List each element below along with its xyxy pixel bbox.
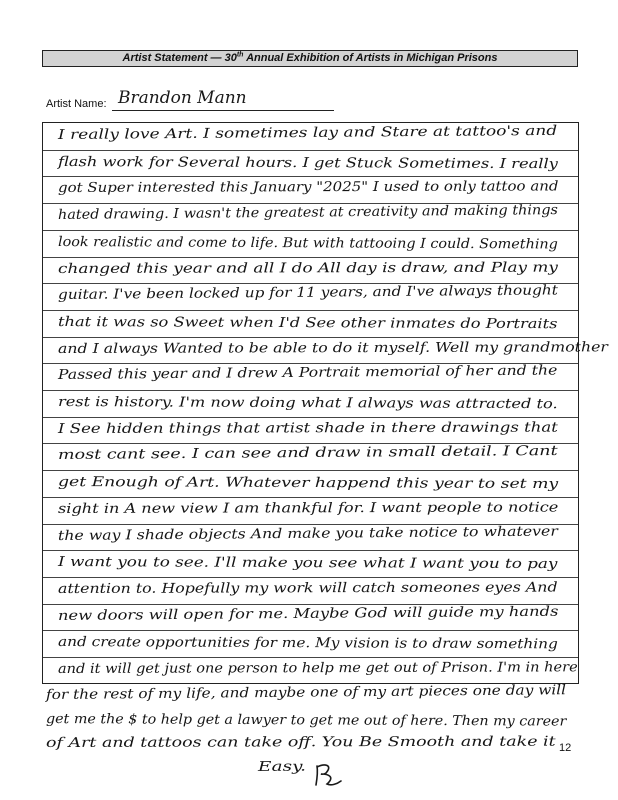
- ruled-line: [43, 630, 578, 631]
- statement-line: new doors will open for me. Maybe God will guide my hands: [57, 603, 559, 624]
- statement-line: of Art and tattoos can take off. You Be Smooth and take it: [45, 733, 556, 751]
- statement-line: and I always Wanted to be able to do it myself. Well my grandmother: [57, 338, 608, 357]
- statement-line: get me the $ to help get a lawyer to get me out of here. Then my career: [45, 711, 567, 730]
- ruled-line: [43, 550, 578, 551]
- statement-line: most cant see. I can see and draw in small detail. I Cant: [57, 443, 558, 464]
- statement-line: for the rest of my life, and maybe one of my art pieces one day will: [45, 682, 567, 703]
- ruled-line: [43, 257, 578, 258]
- statement-line: attention to. Hopefully my work will catch someones eyes And: [57, 579, 558, 597]
- exhibition-header: [42, 50, 578, 67]
- header-superscript: th: [236, 51, 244, 59]
- ruled-line: [43, 657, 578, 658]
- ruled-line: [43, 577, 578, 578]
- statement-line: flash work for Several hours. I get Stuck Sometimes. I really: [57, 153, 558, 172]
- statement-line: that it was so Sweet when I'd See other inmates do Portraits: [57, 313, 558, 333]
- page-number: 12: [559, 742, 572, 754]
- header-suffix: Annual Exhibition of Artists in Michigan Prisons: [243, 52, 498, 64]
- statement-line: the way I shade objects And make you take notice to whatever: [57, 523, 558, 544]
- statement-line: look realistic and come to life. But with tattooing I could. Something: [57, 233, 558, 253]
- ruled-line: [43, 337, 578, 338]
- statement-line: and it will get just one person to help me get out of Prison. I'm in here: [57, 659, 578, 677]
- statement-line: Easy.: [257, 758, 307, 775]
- statement-line: sight in A new view I am thankful for. I want people to notice: [57, 499, 559, 517]
- ruled-line: [43, 497, 578, 498]
- statement-line: got Super interested this January "2025" I used to only tattoo and: [57, 178, 559, 197]
- header-prefix: Artist Statement — 30: [122, 52, 237, 64]
- statement-line: guitar. I've been locked up for 11 years, and I've always thought: [57, 282, 559, 304]
- statement-line: rest is history. I'm now doing what I always was attracted to.: [57, 394, 558, 413]
- artist-name-value: Brandon Mann: [118, 88, 247, 108]
- ruled-line: [43, 230, 578, 231]
- signature-icon: [313, 762, 343, 788]
- ruled-line: [43, 470, 578, 471]
- statement-line: get Enough of Art. Whatever happend this year to set my: [57, 474, 559, 493]
- ruled-line: [43, 390, 578, 391]
- statement-line: Passed this year and I drew A Portrait memorial of her and the: [57, 362, 558, 384]
- statement-line: I really love Art. I sometimes lay and Stare at tattoo's and: [57, 122, 558, 143]
- ruled-line: [43, 310, 578, 311]
- statement-line: I want you to see. I'll make you see what I want you to pay: [57, 554, 558, 573]
- artist-name-label: Artist Name:: [46, 98, 107, 110]
- statement-line: hated drawing. I wasn't the greatest at creativity and making things: [57, 202, 559, 224]
- ruled-line: [43, 417, 578, 418]
- statement-line: and create opportunities for me. My vision is to draw something: [57, 634, 558, 653]
- statement-line: I See hidden things that artist shade in there drawings that: [57, 419, 558, 437]
- statement-line: changed this year and all I do All day is draw, and Play my: [57, 259, 558, 277]
- ruled-line: [43, 176, 578, 177]
- artist-name-underline: [112, 110, 334, 111]
- ruled-line: [43, 150, 578, 151]
